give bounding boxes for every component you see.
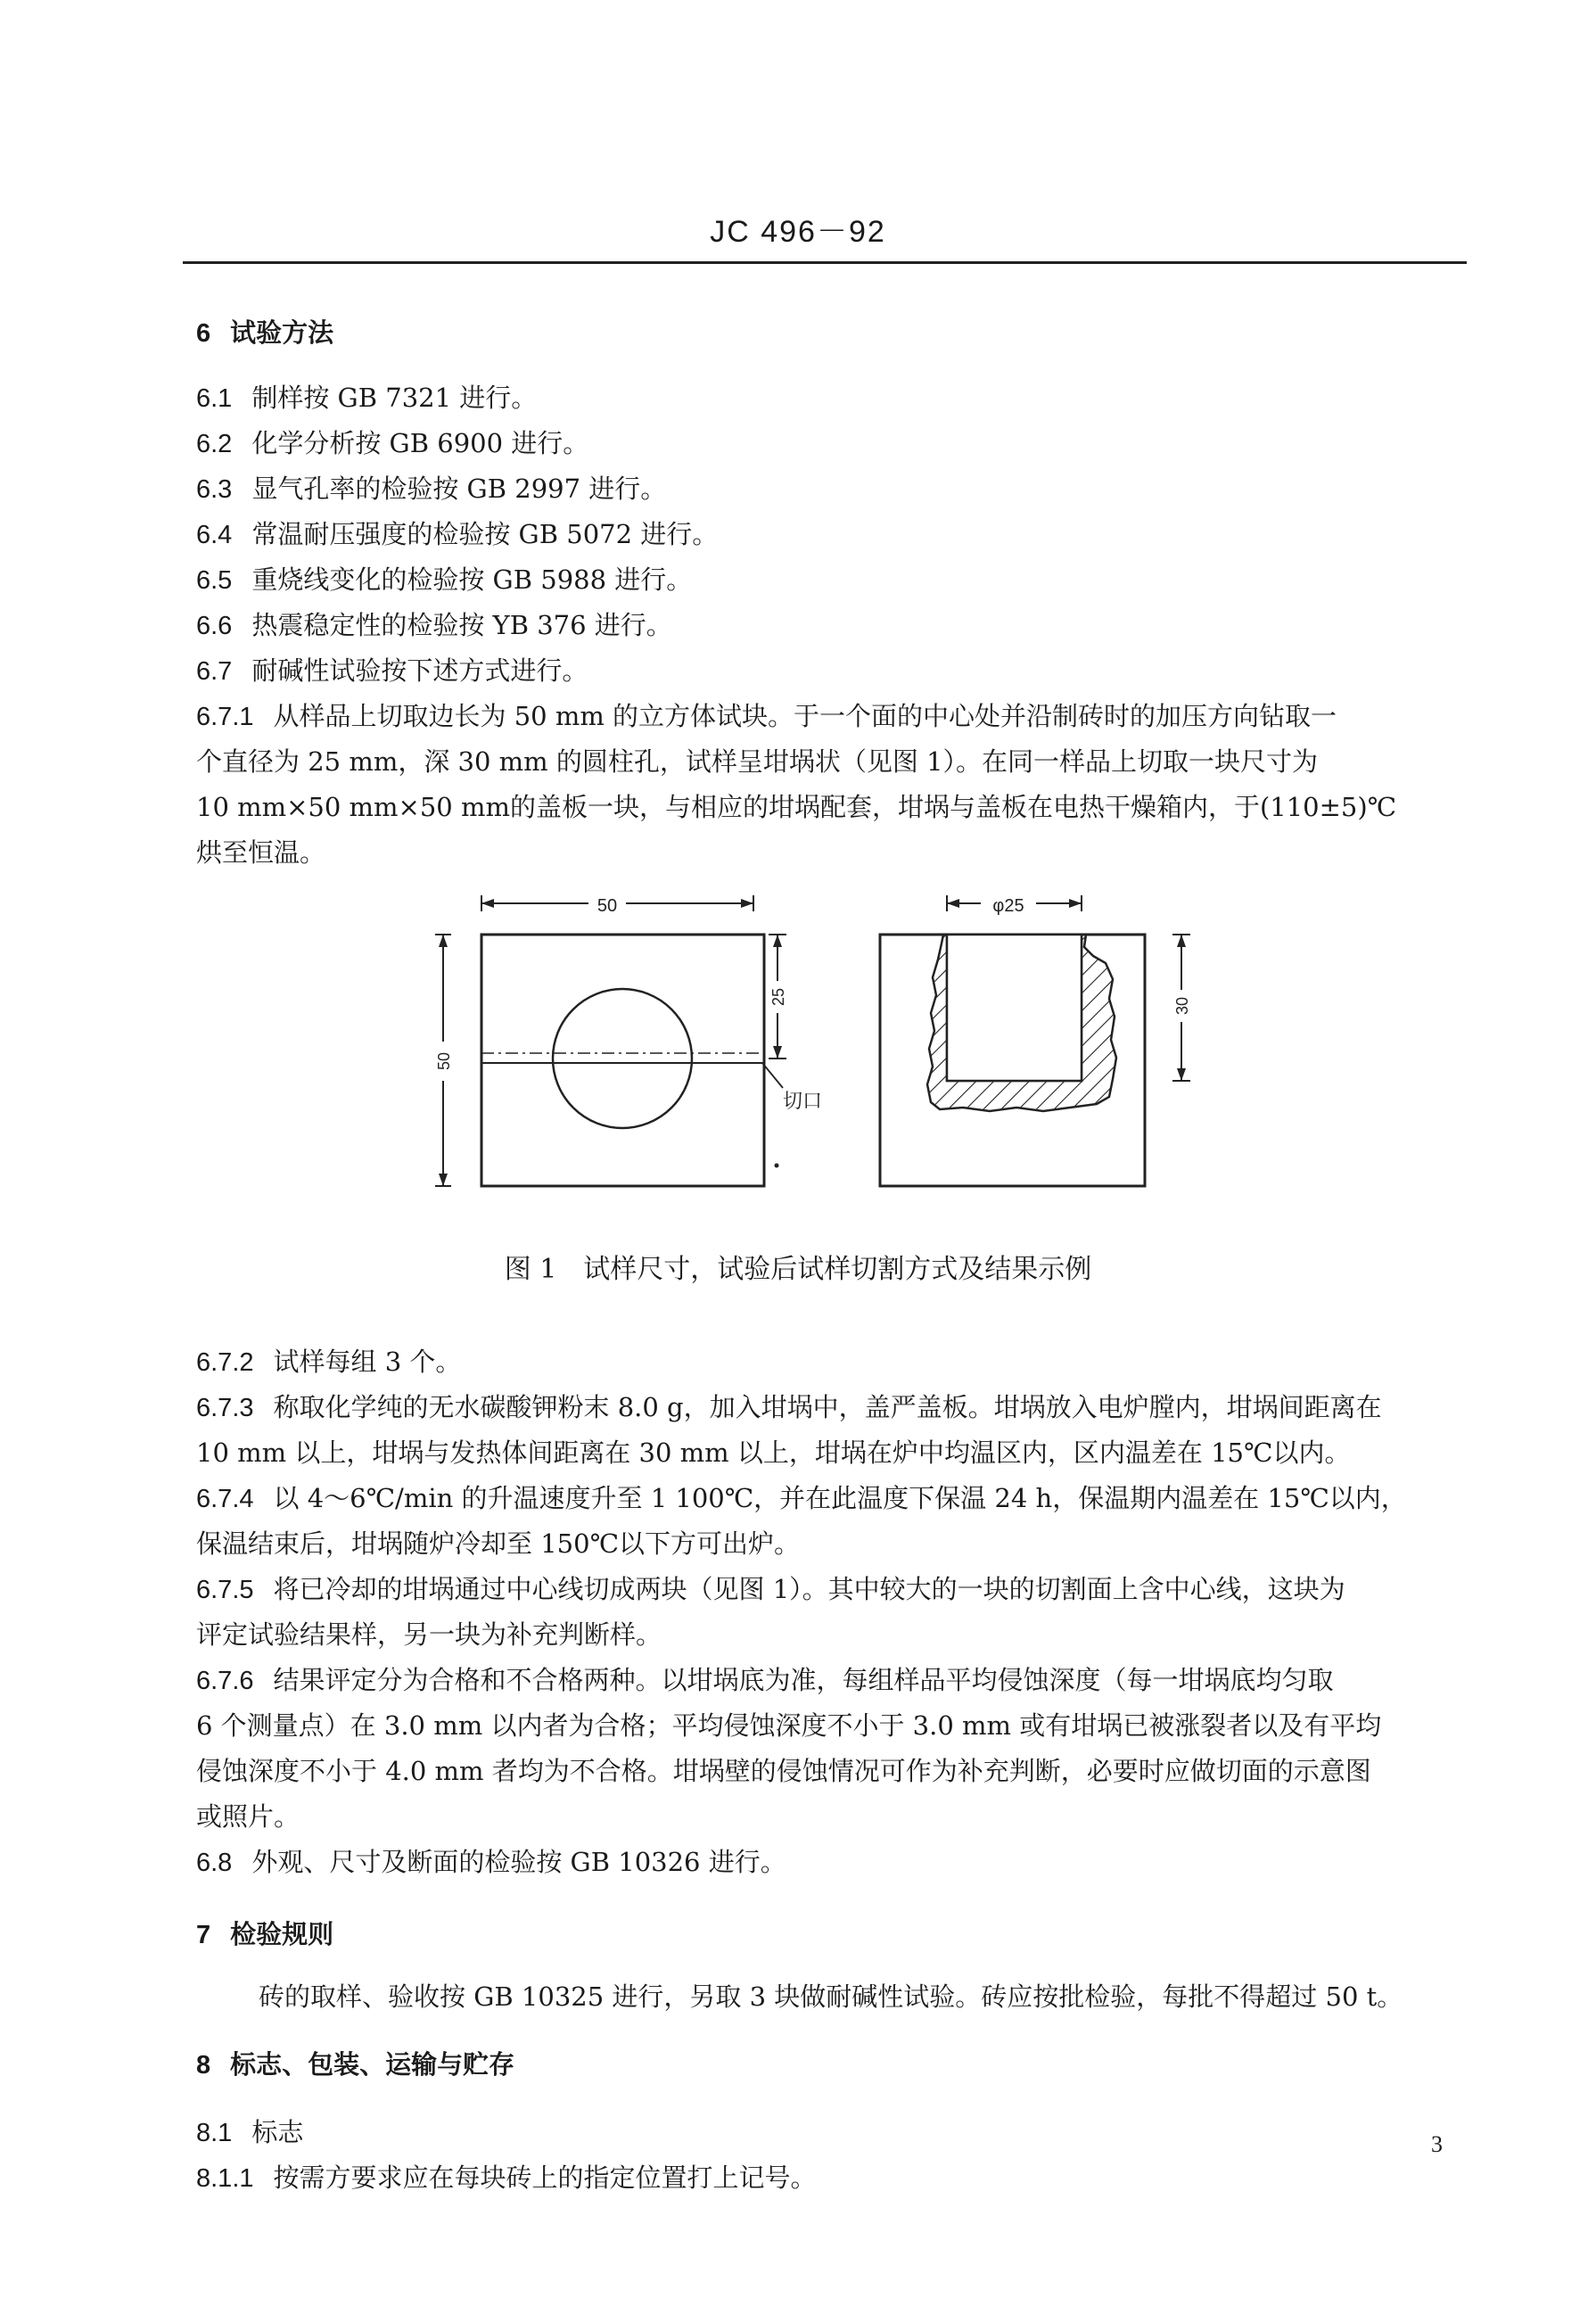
figure-1 (0, 874, 1596, 1231)
list-item: 6.3 显气孔率的检验按 GB 2997 进行。 (196, 474, 667, 504)
paragraph-6-7-2: 6.7.2 试样每组 3 个。 (196, 1347, 462, 1377)
paragraph-6-7-4: 6.7.4 以 4～6℃/min 的升温速度升至 1 100℃，并在此温度下保温 24 h，保温期内温差在 15℃以内， 保温结束后，坩埚随炉冷却至 150℃以下方可出炉。 (196, 1483, 1407, 1559)
paragraph-6-7-3: 6.7.3 称取化学纯的无水碳酸钾粉末 8.0 g，加入坩埚中，盖严盖板。坩埚放入电炉膛内，坩埚间距离在 10 mm 以上，坩埚与发热体间距离在 30 mm 以上，坩埚在炉中均温区内，区内温差在 15℃以内。 (196, 1392, 1382, 1468)
header-rule (183, 261, 1467, 264)
specimen-top-view (481, 935, 764, 1186)
paragraph-6-7-6: 6.7.6 结果评定分为合格和不合格两种。以坩埚底为准，每组样品平均侵蚀深度（每一坩埚底均匀取 6 个测量点）在 3.0 mm 以内者为合格；平均侵蚀深度不小于 3.0 mm 或有坩埚已被涨裂者以及有平均 侵蚀深度不小于 4.0 mm 者均为不合格。坩埚壁的侵蚀情况可作为补充判断，必要时应做切面的示意图 或照片。 (196, 1665, 1382, 1832)
list-item: 6.2 化学分析按 GB 6900 进行。 (196, 428, 589, 458)
list-item: 6.5 重烧线变化的检验按 GB 5988 进行。 (196, 564, 693, 595)
paragraph-6-7-1: 6.7.1 从样品上切取边长为 50 mm 的立方体试块。于一个面的中心处并沿制砖时的加压方向钻取一 个直径为 25 mm，深 30 mm 的圆柱孔，试样呈坩埚状（见图 1）。在同一样品上切取一块尺寸为 10 mm×50 mm×50 mm的盖板一块，与相应的坩埚配套，坩埚与盖板在电热干燥箱内，于(110±5)℃ 烘至恒温。 (196, 701, 1397, 868)
dim-label-diameter: φ25 (992, 896, 1024, 916)
section-title: 试验方法 (230, 317, 334, 348)
dim-label-height: 50 (435, 1051, 453, 1071)
section-7-text: 砖的取样、验收按 GB 10325 进行，另取 3 块做耐碱性试验。砖应按批检验，每批不得超过 50 t。 (259, 1981, 1403, 2012)
cut-label: 切口 (783, 1090, 823, 1112)
figure-caption: 图 1 试样尺寸，试验后试样切割方式及结果示例 (504, 1254, 1092, 1285)
document-header: JC 496－92 (710, 215, 886, 249)
list-item: 6.6 热震稳定性的检验按 YB 376 进行。 (196, 610, 672, 640)
dim-label-depth: 30 (1173, 996, 1191, 1016)
list-item: 6.1 制样按 GB 7321 进行。 (196, 383, 538, 413)
list-item: 6.7 耐碱性试验按下述方式进行。 (196, 655, 588, 686)
section-number: 6 (196, 319, 211, 348)
dim-label-half: 25 (769, 987, 787, 1007)
section-6-heading (196, 310, 1471, 356)
section-8-heading: 8 标志、包装、运输与贮存 (196, 2049, 515, 2080)
section-6-items (196, 375, 1471, 694)
paragraph-6-8: 6.8 外观、尺寸及断面的检验按 GB 10326 进行。 (196, 1847, 786, 1877)
page-number: 3 (1431, 2131, 1443, 2157)
list-item: 6.4 常温耐压强度的检验按 GB 5072 进行。 (196, 519, 719, 549)
section-7-heading: 7 检验规则 (196, 1919, 334, 1949)
section-8-1: 8.1 标志 (196, 2117, 304, 2147)
dim-label-width: 50 (596, 896, 618, 916)
section-8-1-1: 8.1.1 按需方要求应在每块砖上的指定位置打上记号。 (196, 2162, 817, 2193)
paragraph-6-7-5: 6.7.5 将已冷却的坩埚通过中心线切成两块（见图 1）。其中较大的一块的切割面上含中心线，这块为 评定试验结果样，另一块为补充判断样。 (196, 1574, 1345, 1650)
drilled-hole-circle (553, 989, 692, 1128)
